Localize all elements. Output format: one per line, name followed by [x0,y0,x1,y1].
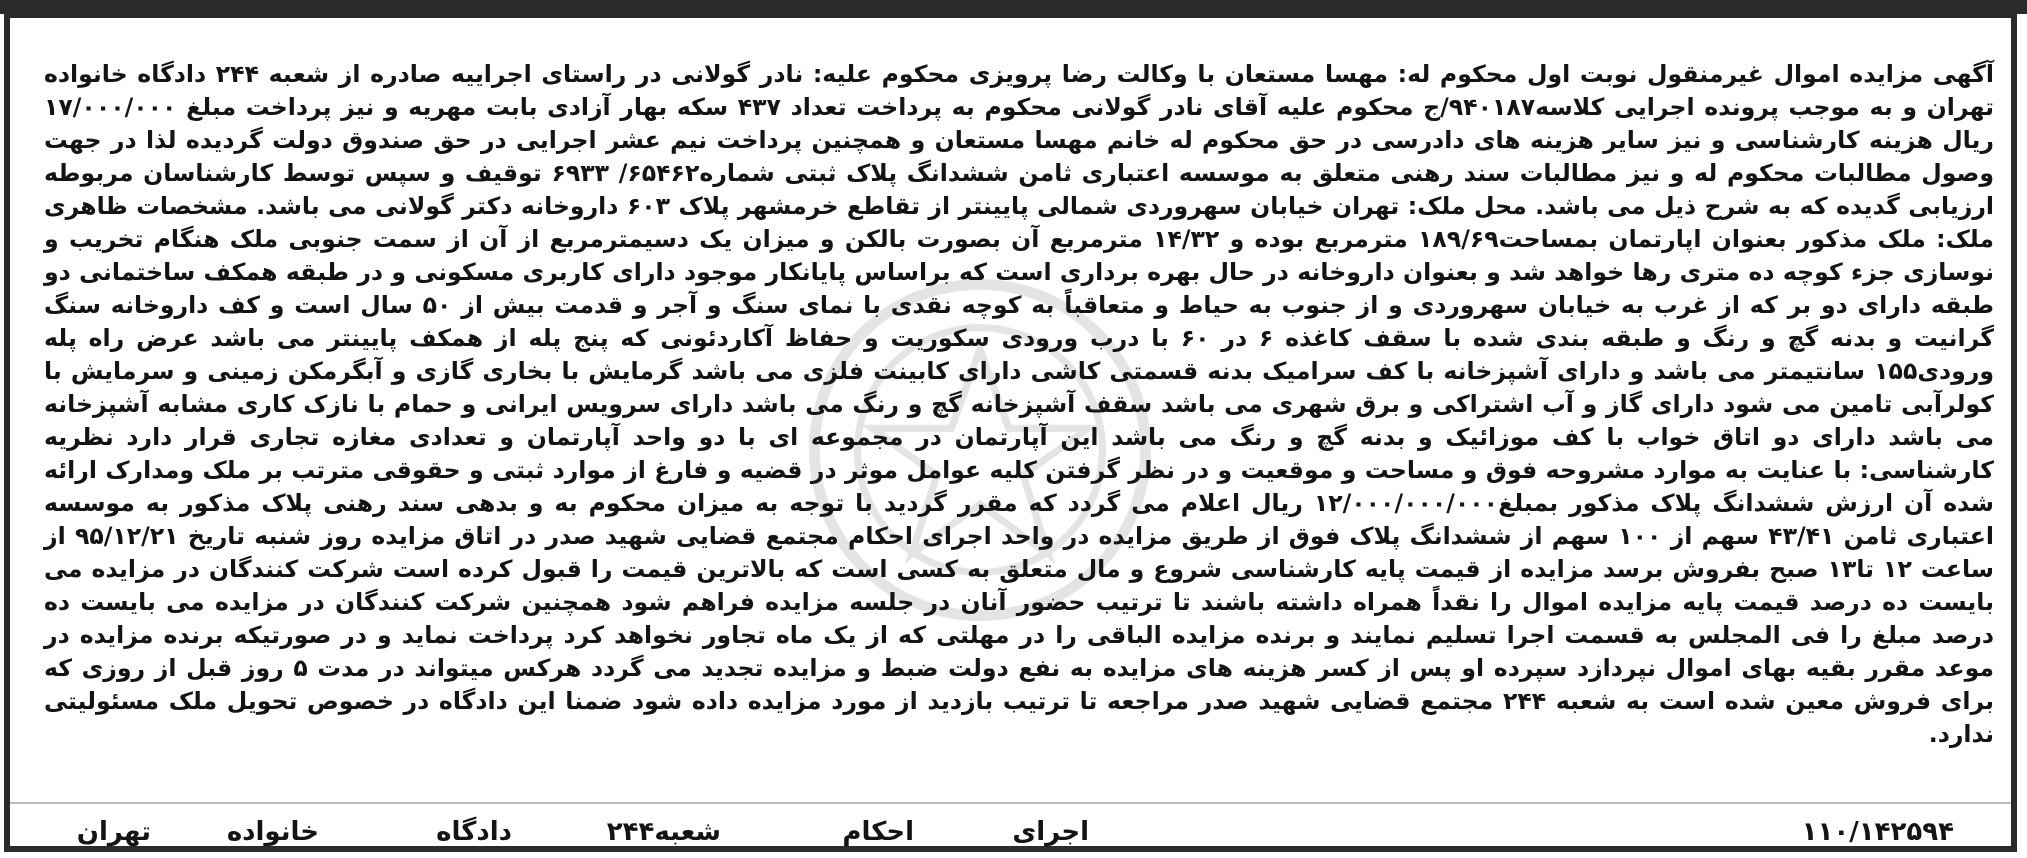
footer-word-branch: شعبه۲۴۴ [606,817,721,847]
footer-separator [10,802,2011,804]
footer-word-tehran: تهران [76,817,151,847]
footer-word-execution: اجرای [1012,817,1089,847]
auction-notice-text: آگهی مزایده اموال غیرمنقول نوبت اول محکوم له: مهسا مستعان با وکالت رضا پرویزی محکوم علیه: نادر گولانی در راستای اجراییه صادره از شعبه ۲۴۴ دادگاه خانواده تهران و به موجب پرونده اجرایی کلاسه۹۴۰۱۸۷/ج محکوم علیه آقای نادر گولانی محکوم به پرداخت تعداد ۴۳۷ سکه بهار آزادی بابت مهریه و نیز پرداخت مبلغ ۱۷/۰۰۰/۰۰۰ ریال هزینه کارشناسی و نیز سایر هزینه های دادرسی در حق محکوم له خانم مهسا مستعان و همچنین پرداخت نیم عشر اجرایی در حق صندوق دولت گردیده لذا در جهت وصول مطالبات محکوم له و نیز مطالبات سند رهنی متعلق به موسسه اعتباری ثامن ششدانگ پلاک ثبتی شماره۶۵۴۶۲/ ۶۹۳۳ توقیف و سپس توسط کارشناسان مربوطه ارزیابی گدیده که به شرح ذیل می باشد. محل ملک: تهران خیابان سهروردی شمالی پایینتر از تقاطع خرمشهر پلاک ۶۰۳ داروخانه دکتر گولانی می باشد. مشخصات ظاهری ملک: ملک مذکور بعنوان اپارتمان بمساحت۱۸۹/۶۹ مترمربع بوده و ۱۴/۳۲ مترمربع آن بصورت بالکن و میزان یک دسیمترمربع از آن از سمت جنوبی ملک هنگام تخریب و نوسازی جزء کوچه ده متری رها خواهد شد و بعنوان داروخانه در حال بهره برداری است که براساس پایانکار موجود دارای کاربری مسکونی و در طبقه همکف ساختمانی دو طبقه دارای دو بر که از غرب به خیابان سهروردی و از جنوب به حیاط و متعاقباً به کوچه نقدی با نمای سنگ و آجر و قدمت بیش از ۵۰ سال است و کف داروخانه سنگ گرانیت و بدنه گچ و رنگ و طبقه بندی شده با سقف کاغذه ۶ در ۶۰ با درب ورودی سکوریت و حفاظ آکاردئونی که پنج پله از همکف پایینتر می باشد عرض راه پله ورودی۱۵۵ سانتیمتر می باشد و دارای آشپزخانه با کف سرامیک بدنه قسمتی کاشی دارای کابینت فلزی می باشد گرمایش با بخاری گازی و آبگرمکن زمینی و سرمایش با کولرآبی تامین می شود دارای گاز و آب اشتراکی و برق شهری می باشد سقف آشپزخانه گچ و رنگ می باشد دارای سرویس ایرانی و حمام با نازک کاری مشابه آشپزخانه می باشد دارای دو اتاق خواب با کف موزائیک و بدنه گچ و رنگ می باشد این آپارتمان در مجموعه ای با دو واحد آپارتمان و تعدادی مغازه تجاری قرار دارد نظریه کارشناسی: با عنایت به موارد مشروحه فوق و مساحت و موقعیت و در نظر گرفتن کلیه عوامل موثر در قضیه و فارغ از موارد ثبتی و حقوقی مترتب بر ملک ومدارک ارائه شده آن ارزش ششدانگ پلاک مذکور بمبلغ۱۲/۰۰۰/۰۰۰/۰۰۰ ریال اعلام می گردد که مقرر گردید با توجه به میزان محکوم به و بدهی سند رهنی پلاک مذکور به موسسه اعتباری ثامن ۴۳/۴۱ سهم از ۱۰۰ سهم از ششدانگ پلاک فوق از طریق مزایده در واحد اجرای احکام مجتمع قضایی شهید صدر در اتاق مزایده روز شنبه تاریخ ۹۵/۱۲/۲۱ از ساعت ۱۲ تا۱۳ صبح بفروش برسد مزایده از قیمت پایه کارشناسی شروع و مال متعلق به کسی است که بالاترین قیمت را قبول کرده است شرکت کنندگان در مزایده می بایست ده درصد قیمت پایه مزایده اموال را نقداً همراه داشته باشند تا ترتیب حضور آنان در جلسه مزایده فراهم شود همچنین شرکت کنندگان در مزایده می بایست ده درصد مبلغ را فی المجلس به قسمت اجرا تسلیم نمایند و برنده مزایده الباقی را در مهلتی که از یک ماه تجاور نخواهد کرد پرداخت نماید و در صورتیکه برنده مزایده در موعد مقرر بقیه بهای اموال نپردازد سپرده او پس از کسر هزینه های مزایده به نفع دولت ضبط و مزایده تجدید می گردد هرکس میتواند در مدت ۵ روز قبل از روزی که برای فروش معین شده است به شعبه ۲۴۴ مجتمع قضایی شهید صدر مراجعه تا ترتیب بازدید از مورد مزایده داده شود ضمنا این دادگاه در خصوص تحویل ملک مسئولیتی ندارد. [44,60,1995,748]
footer-reference-number: ۱۱۰/۱۴۲۵۹۴ [1801,817,1954,847]
footer-word-court: دادگاه [436,817,512,847]
footer-word-rulings: احکام [842,817,914,847]
top-border-bar [0,0,2027,14]
footer-signature [44,814,1994,850]
footer-word-family: خانواده [226,817,319,847]
